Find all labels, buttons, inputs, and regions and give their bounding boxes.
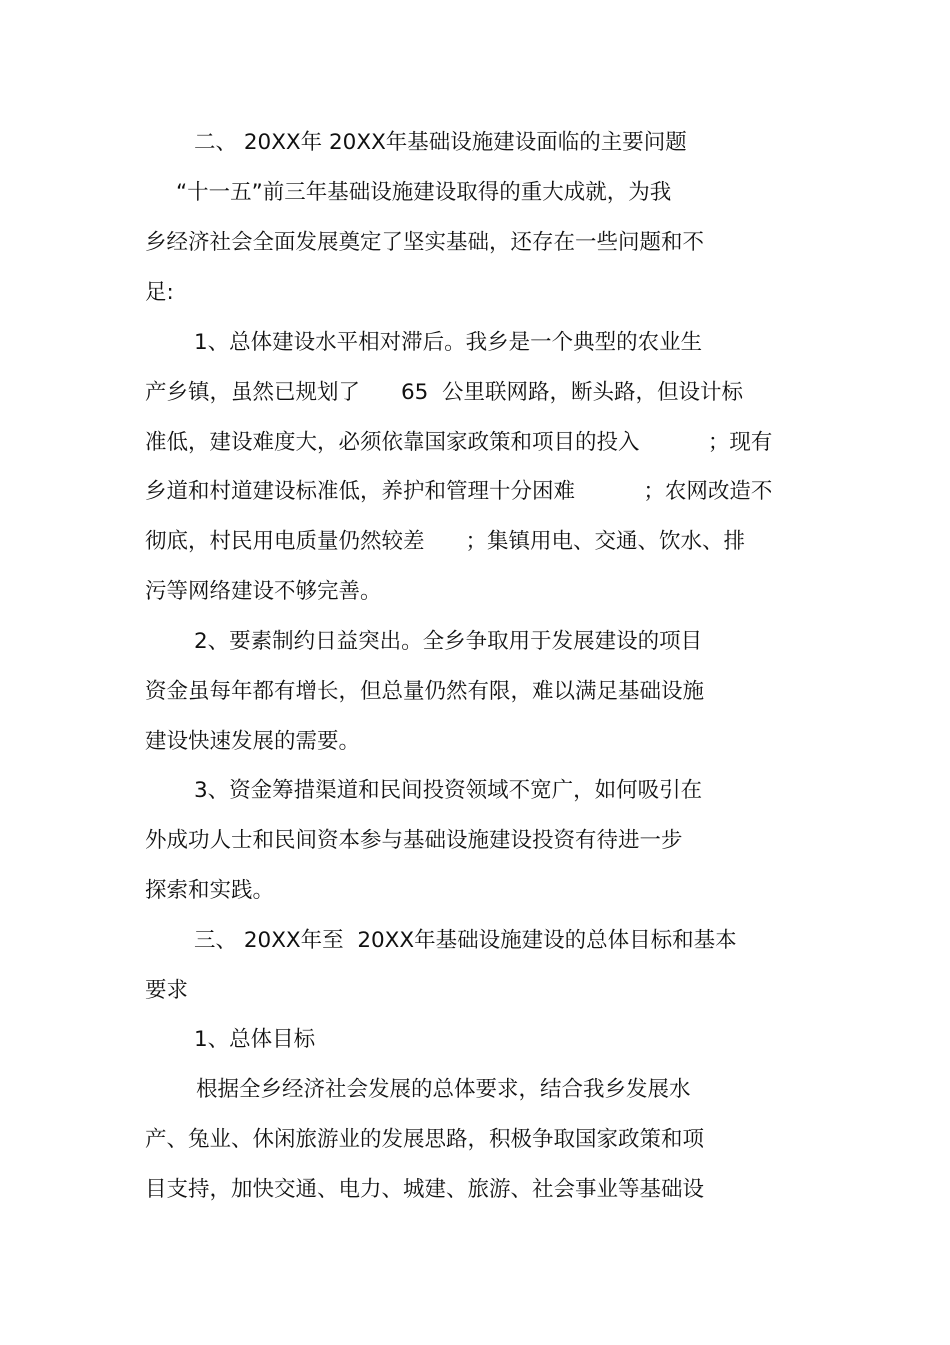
paragraph-line: 外成功人士和民间资本参与基础设施建设投资有待进一步 [145,828,683,853]
paragraph-line: 乡道和村道建设标准低，养护和管理十分困难 ；农网改造不 [145,479,773,504]
paragraph-line: 要求 [145,978,189,1003]
paragraph-line: 彻底，村民用电质量仍然较差 ；集镇用电、交通、饮水、排 [145,529,746,554]
paragraph-line: 探索和实践。 [145,878,275,903]
paragraph-line: 产乡镇，虽然已规划了 65 公里联网路，断头路，但设计标 [145,380,744,405]
list-item-2-line: 2、要素制约日益突出。全乡争取用于发展建设的项目 [194,629,703,654]
paragraph-line: 建设快速发展的需要。 [145,729,361,754]
list-item-3-line: 3、资金筹措渠道和民间投资领域不宽广，如何吸引在 [194,778,703,803]
paragraph-line: 准低，建设难度大，必须依靠国家政策和项目的投入 ；现有 [145,430,773,455]
paragraph-line: 根据全乡经济社会发展的总体要求，结合我乡发展水 [196,1077,691,1102]
section-heading-2: 二、 20XX年 20XX年基础设施建设面临的主要问题 [194,130,687,155]
paragraph-line: 目支持，加快交通、电力、城建、旅游、社会事业等基础设 [145,1177,705,1202]
paragraph-line: 乡经济社会全面发展奠定了坚实基础，还存在一些问题和不 [145,230,705,255]
paragraph-line: 产、兔业、休闲旅游业的发展思路，积极争取国家政策和项 [145,1127,705,1152]
paragraph-line: “十一五”前三年基础设施建设取得的重大成就，为我 [176,180,672,205]
paragraph-line: 足: [145,280,174,305]
section-heading-3: 三、 20XX年至 20XX年基础设施建设的总体目标和基本 [194,928,737,953]
subheading-overall-goal: 1、总体目标 [194,1027,316,1052]
paragraph-line: 资金虽每年都有增长，但总量仍然有限，难以满足基础设施 [145,679,705,704]
list-item-1-line: 1、总体建设水平相对滞后。我乡是一个典型的农业生 [194,330,703,355]
paragraph-line: 污等网络建设不够完善。 [145,579,382,604]
